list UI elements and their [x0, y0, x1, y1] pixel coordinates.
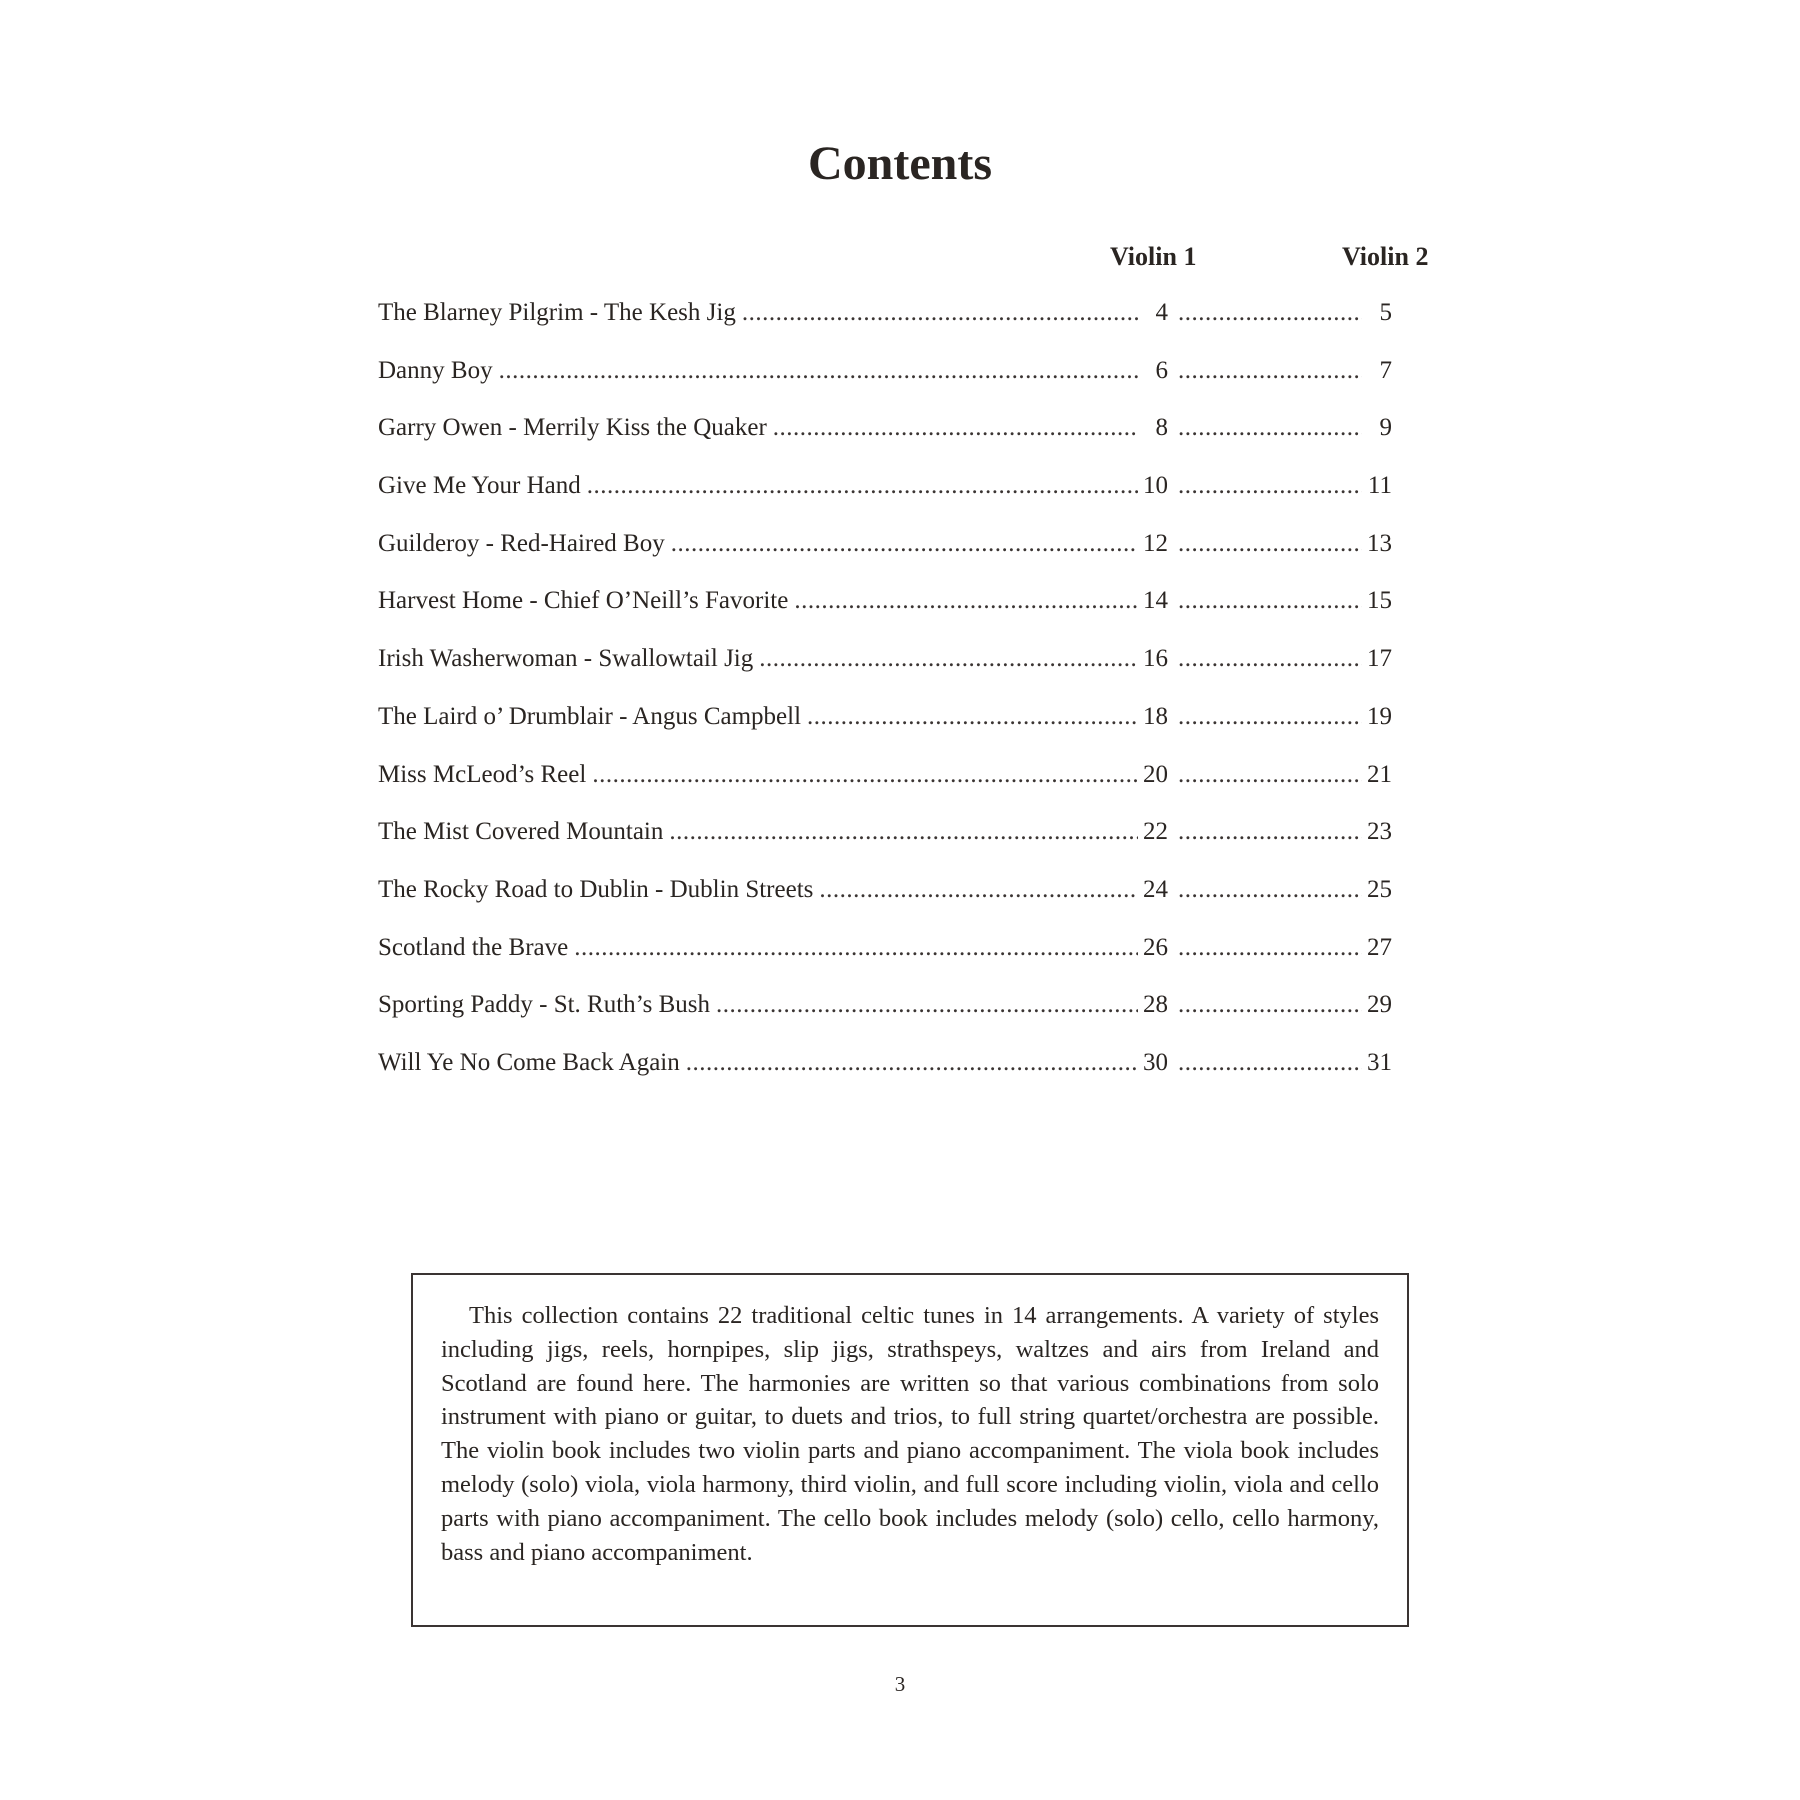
toc-entry-title: Garry Owen - Merrily Kiss the Quaker: [378, 414, 767, 442]
toc-entry-title: Harvest Home - Chief O’Neill’s Favorite: [378, 587, 789, 615]
toc-entry-violin-2-page: 27: [1367, 933, 1392, 961]
toc-entry-violin-1-page: 20: [1143, 760, 1168, 788]
dot-leader: [1178, 819, 1362, 844]
toc-entry-violin-2-page: 19: [1367, 702, 1392, 730]
toc-entry-violin-2-page: 25: [1367, 875, 1392, 903]
toc-entry-violin-1-page: 10: [1143, 472, 1168, 500]
dot-leader: [1178, 531, 1362, 556]
toc-entry-title: The Rocky Road to Dublin - Dublin Streets: [378, 875, 814, 903]
toc-entry-title: The Laird o’ Drumblair - Angus Campbell: [378, 702, 802, 730]
dot-leader: [1178, 358, 1362, 383]
dot-leader: [1178, 992, 1362, 1017]
toc-entry-title: Sporting Paddy - St. Ruth’s Bush: [378, 991, 710, 1019]
toc-entry-violin-1-page: 14: [1143, 587, 1168, 615]
column-header-violin-1: Violin 1: [1110, 242, 1197, 271]
toc-entry: [378, 935, 1392, 993]
toc-entry-title: The Mist Covered Mountain: [378, 818, 664, 846]
dot-leader: [574, 935, 1138, 960]
toc-entry: [378, 877, 1392, 935]
dot-leader: [773, 415, 1138, 440]
dot-leader: [807, 704, 1138, 729]
toc-entry-violin-2-page: 13: [1367, 529, 1392, 557]
toc-entry-violin-2-page: 31: [1367, 1048, 1392, 1076]
toc-entry: [378, 992, 1392, 1050]
toc-entry-title: Will Ye No Come Back Again: [378, 1048, 680, 1076]
dot-leader: [686, 1050, 1138, 1075]
dot-leader: [1178, 415, 1362, 440]
dot-leader: [1178, 588, 1362, 613]
toc-entry: [378, 300, 1392, 358]
table-of-contents: [378, 300, 1392, 1108]
dot-leader: [1178, 646, 1362, 671]
toc-entry-title: Scotland the Brave: [378, 933, 569, 961]
toc-entry-violin-1-page: 4: [1155, 299, 1168, 326]
toc-entry-title: Give Me Your Hand: [378, 472, 581, 500]
dot-leader: [794, 588, 1138, 613]
toc-entry-violin-2-page: 7: [1379, 356, 1392, 384]
dot-leader: [716, 992, 1138, 1017]
toc-entry-violin-1-page: 12: [1143, 529, 1168, 557]
page-title: Contents: [807, 137, 992, 190]
toc-entry-violin-2-page: 5: [1379, 299, 1392, 326]
toc-entry-violin-1-page: 16: [1143, 645, 1168, 673]
dot-leader: [671, 531, 1138, 556]
toc-entry: [378, 819, 1392, 877]
toc-entry: [378, 704, 1392, 762]
toc-entry-violin-1-page: 8: [1155, 414, 1168, 442]
dot-leader: [742, 300, 1138, 325]
dot-leader: [1178, 935, 1362, 960]
toc-entry: [378, 762, 1392, 820]
toc-entry: [378, 473, 1392, 531]
dot-leader: [819, 877, 1138, 902]
toc-entry-title: The Blarney Pilgrim - The Kesh Jig: [378, 299, 736, 326]
dot-leader: [499, 358, 1138, 383]
collection-note-box: [411, 1273, 1409, 1627]
toc-entry-violin-1-page: 22: [1143, 818, 1168, 846]
dot-leader: [592, 762, 1138, 787]
page-number: 3: [894, 1672, 906, 1696]
dot-leader: [1178, 877, 1362, 902]
toc-entry: [378, 415, 1392, 473]
toc-entry: [378, 646, 1392, 704]
column-header-violin-2: Violin 2: [1342, 242, 1429, 271]
toc-entry-violin-2-page: 21: [1367, 760, 1392, 788]
toc-entry-violin-2-page: 15: [1367, 587, 1392, 615]
toc-entry-violin-1-page: 30: [1143, 1048, 1168, 1076]
collection-note-text: This collection contains 22 traditional celtic tunes in 14 arrangements. A variety of styles including jigs, reels, hornpipes, slip jigs, strathspeys, waltzes and airs from Ireland and Scotland are found here. The harmonies are written so that various combinations from solo instrument with piano or guitar, to duets and trios, to full string quartet/orchestra are possible. The violin book includes two violin parts and piano accompaniment. The viola book includes melody (solo) viola, viola harmony, third violin, and full score including violin, viola and cello parts with piano accompaniment. The cello book includes melody (solo) cello, cello harmony, bass and piano accompaniment.: [441, 1302, 1379, 1566]
toc-entry-violin-2-page: 23: [1367, 818, 1392, 846]
toc-entry-violin-1-page: 26: [1143, 933, 1168, 961]
toc-entry-violin-2-page: 17: [1367, 645, 1392, 673]
dot-leader: [1178, 300, 1362, 325]
toc-entry-violin-1-page: 6: [1155, 356, 1168, 384]
dot-leader: [1178, 473, 1362, 498]
toc-entry-title: Danny Boy: [378, 356, 493, 384]
dot-leader: [759, 646, 1138, 671]
dot-leader: [1178, 1050, 1362, 1075]
dot-leader: [1178, 762, 1362, 787]
toc-entry-title: Guilderoy - Red-Haired Boy: [378, 529, 665, 557]
toc-entry-violin-2-page: 29: [1367, 991, 1392, 1019]
toc-entry-title: Miss McLeod’s Reel: [378, 760, 587, 788]
toc-entry-violin-1-page: 24: [1143, 875, 1168, 903]
toc-entry-violin-2-page: 11: [1367, 472, 1392, 500]
toc-entry: [378, 588, 1392, 646]
toc-entry: [378, 531, 1392, 589]
toc-entry-violin-2-page: 9: [1379, 414, 1392, 442]
toc-entry-violin-1-page: 28: [1143, 991, 1168, 1019]
toc-entry-title: Irish Washerwoman - Swallowtail Jig: [378, 645, 754, 673]
dot-leader: [1178, 704, 1362, 729]
toc-entry: [378, 358, 1392, 416]
dot-leader: [669, 819, 1138, 844]
toc-entry-violin-1-page: 18: [1143, 702, 1168, 730]
dot-leader: [587, 473, 1138, 498]
toc-entry: [378, 1050, 1392, 1108]
